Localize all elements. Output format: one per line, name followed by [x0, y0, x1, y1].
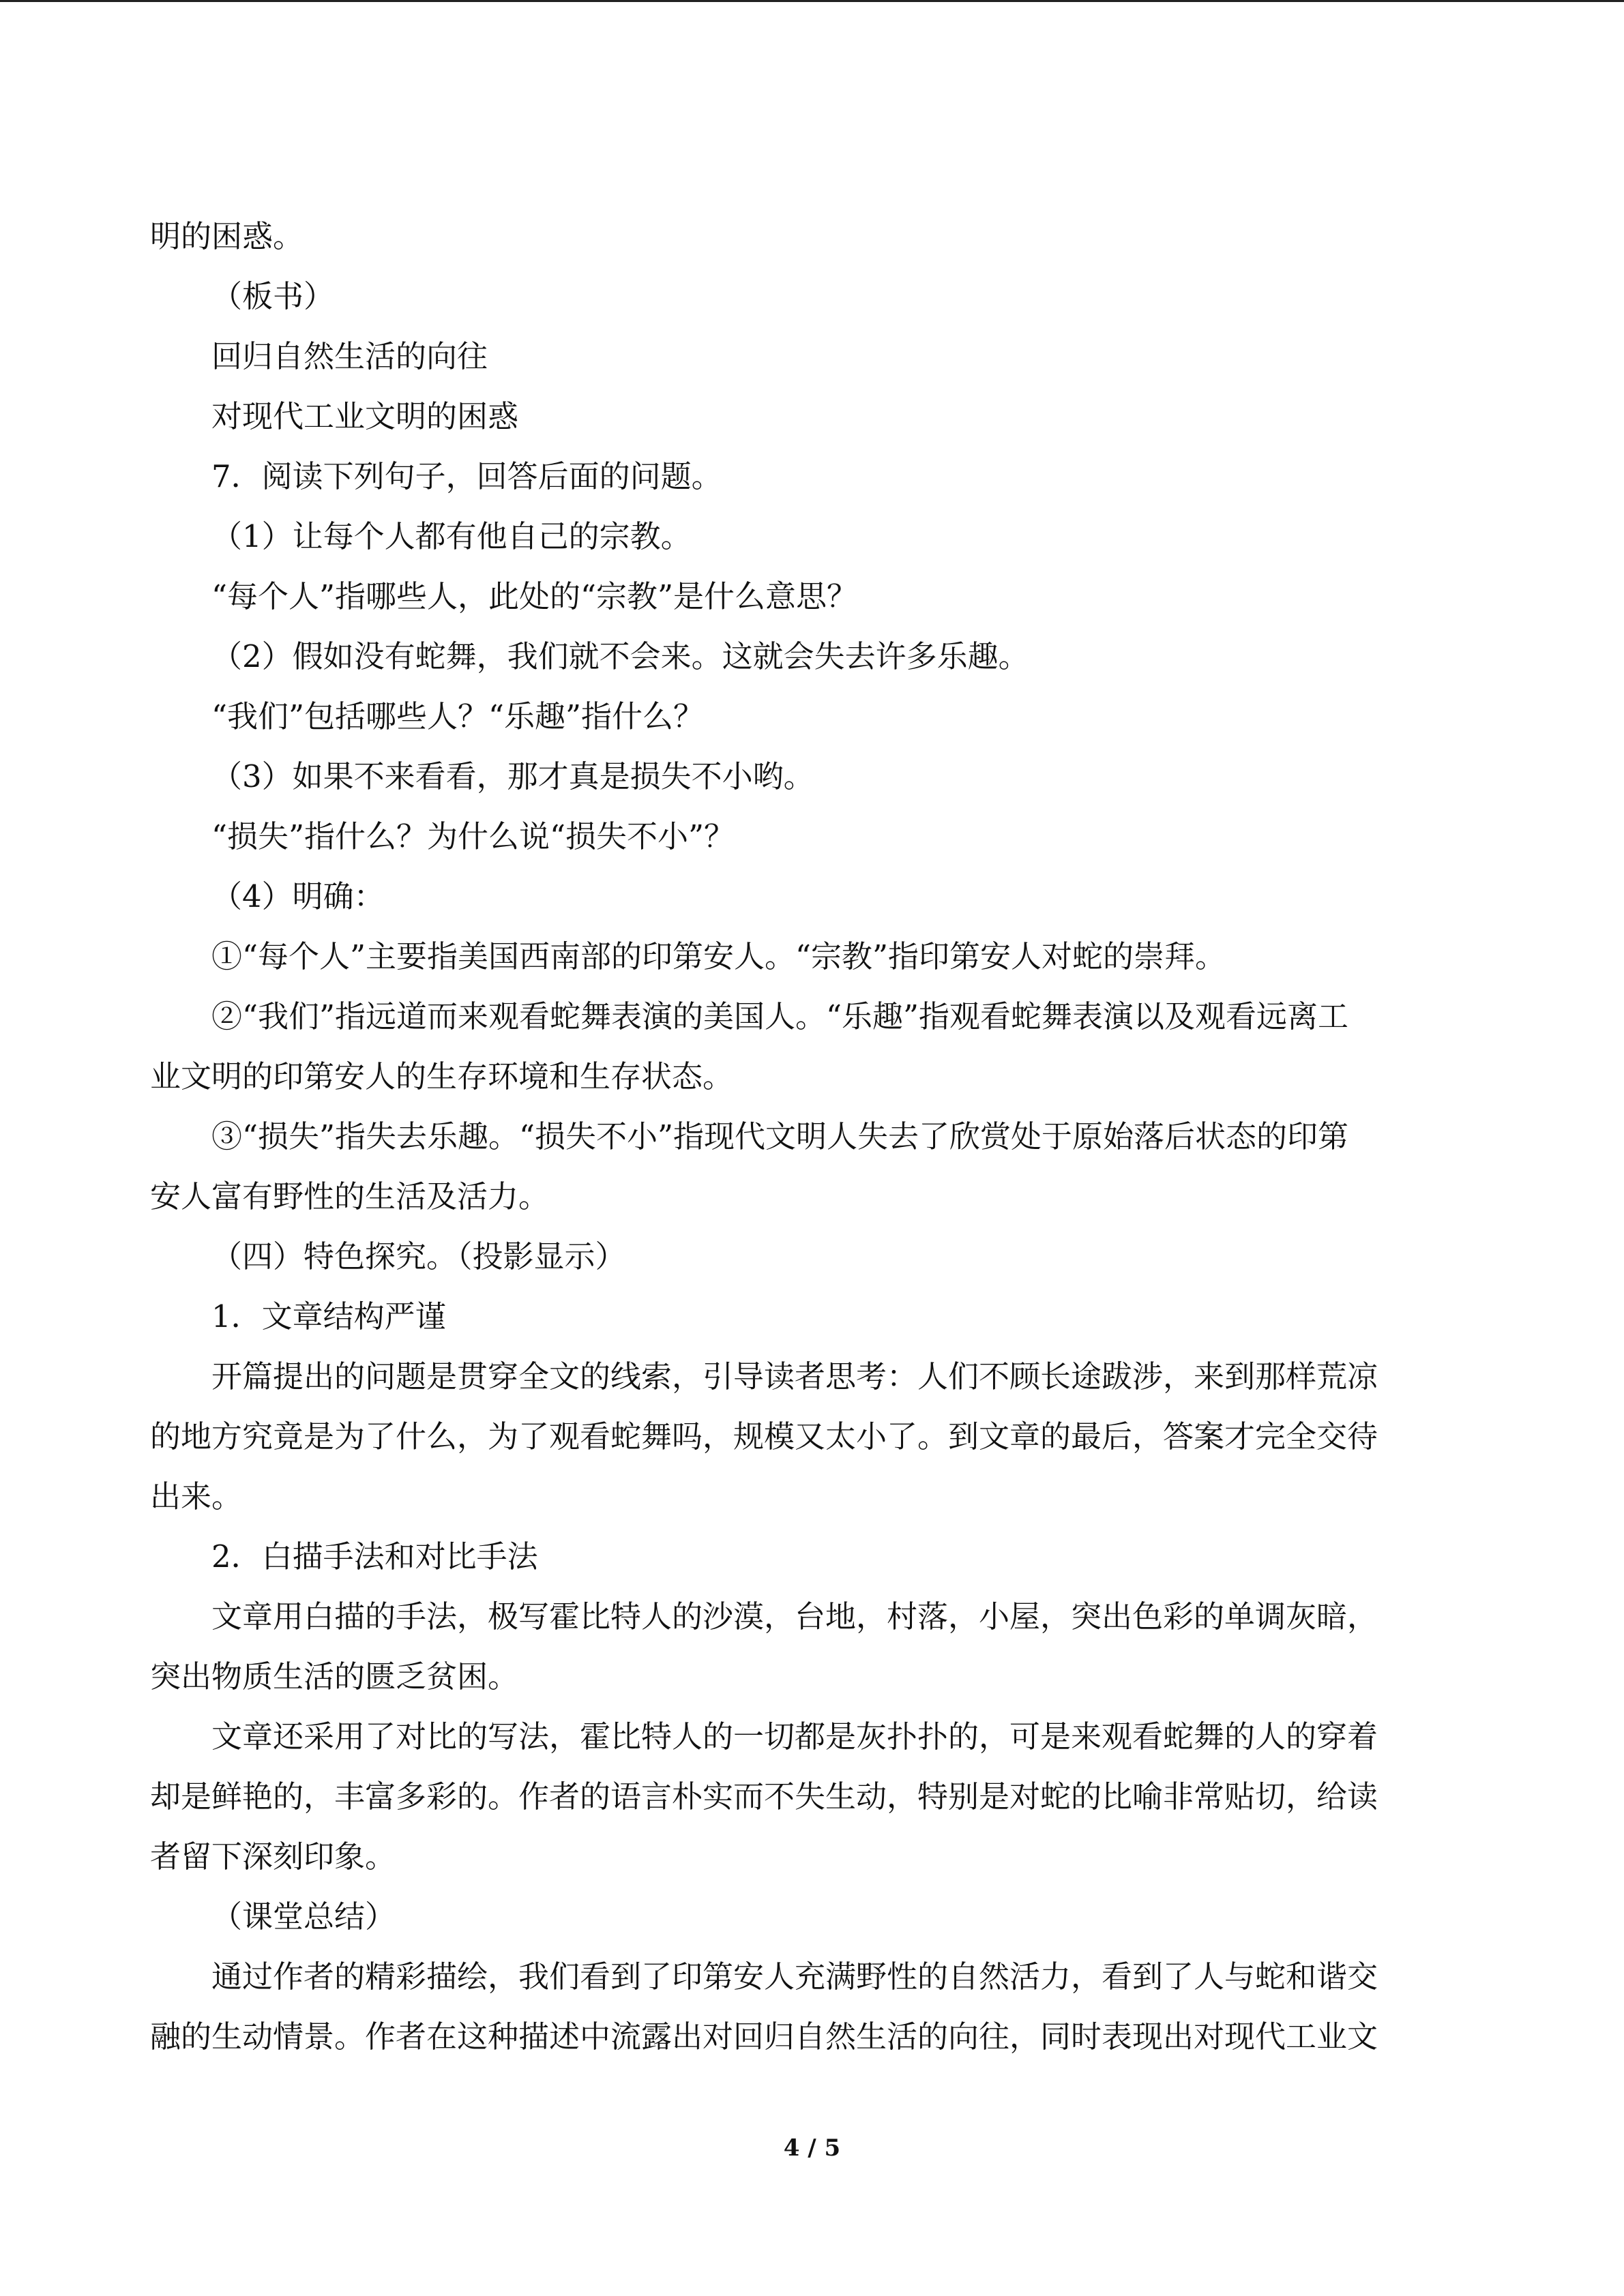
text-line: （板书）: [211, 278, 335, 314]
text-line: “我们”包括哪些人？“乐趣”指什么？: [211, 698, 705, 734]
text-line: 通过作者的精彩描绘，我们看到了印第安人充满野性的自然活力，看到了人与蛇和谐交: [211, 1958, 1378, 1995]
text-line: ①“每个人”主要指美国西南部的印第安人。“宗教”指印第安人对蛇的崇拜。: [211, 938, 1226, 974]
text-line: （2）假如没有蛇舞，我们就不会来。这就会失去许多乐趣。: [211, 638, 1029, 674]
text-line: （1）让每个人都有他自己的宗教。: [211, 518, 692, 554]
text-line: 业文明的印第安人的生存环境和生存状态。: [150, 1058, 734, 1094]
text-line: 文章用白描的手法，极写霍比特人的沙漠，台地，村落，小屋，突出色彩的单调灰暗，: [211, 1598, 1378, 1635]
top-border-rule: [0, 0, 1624, 2]
text-line: ③“损失”指失去乐趣。“损失不小”指现代文明人失去了欣赏处于原始落后状态的印第: [211, 1118, 1349, 1154]
text-line: “损失”指什么？为什么说“损失不小”？: [211, 818, 735, 854]
text-line: 却是鲜艳的，丰富多彩的。作者的语言朴实而不失生动，特别是对蛇的比喻非常贴切，给读: [150, 1778, 1378, 1815]
text-line: 开篇提出的问题是贯穿全文的线索，引导读者思考：人们不顾长途跋涉，来到那样荒凉: [211, 1358, 1378, 1395]
text-line: 回归自然生活的向往: [211, 338, 488, 374]
text-line: 安人富有野性的生活及活力。: [150, 1178, 550, 1214]
text-line: “每个人”指哪些人，此处的“宗教”是什么意思？: [211, 578, 858, 614]
text-line: （课堂总结）: [211, 1898, 396, 1935]
text-line: ②“我们”指远道而来观看蛇舞表演的美国人。“乐趣”指观看蛇舞表演以及观看远离工: [211, 998, 1349, 1034]
text-line: 2．白描手法和对比手法: [211, 1538, 538, 1575]
text-line: （4）明确：: [211, 878, 385, 914]
text-line: 突出物质生活的匮乏贫困。: [150, 1658, 519, 1695]
text-line: 对现代工业文明的困惑: [211, 398, 519, 434]
text-line: 1．文章结构严谨: [211, 1298, 446, 1335]
text-line: 融的生动情景。作者在这种描述中流露出对回归自然生活的向往，同时表现出对现代工业文: [150, 2018, 1378, 2055]
text-line: 出来。: [150, 1478, 243, 1515]
text-line: （3）如果不来看看，那才真是损失不小哟。: [211, 758, 814, 794]
text-line: 者留下深刻印象。: [150, 1838, 396, 1875]
text-line: （四）特色探究。（投影显示）: [211, 1238, 626, 1274]
text-line: 明的困惑。: [150, 218, 304, 254]
text-line: 7．阅读下列句子，回答后面的问题。: [211, 458, 722, 494]
page-number: 4 / 5: [783, 2134, 841, 2162]
text-line: 的地方究竟是为了什么，为了观看蛇舞吗，规模又太小了。到文章的最后，答案才完全交待: [150, 1418, 1378, 1455]
text-line: 文章还采用了对比的写法，霍比特人的一切都是灰扑扑的，可是来观看蛇舞的人的穿着: [211, 1718, 1378, 1755]
